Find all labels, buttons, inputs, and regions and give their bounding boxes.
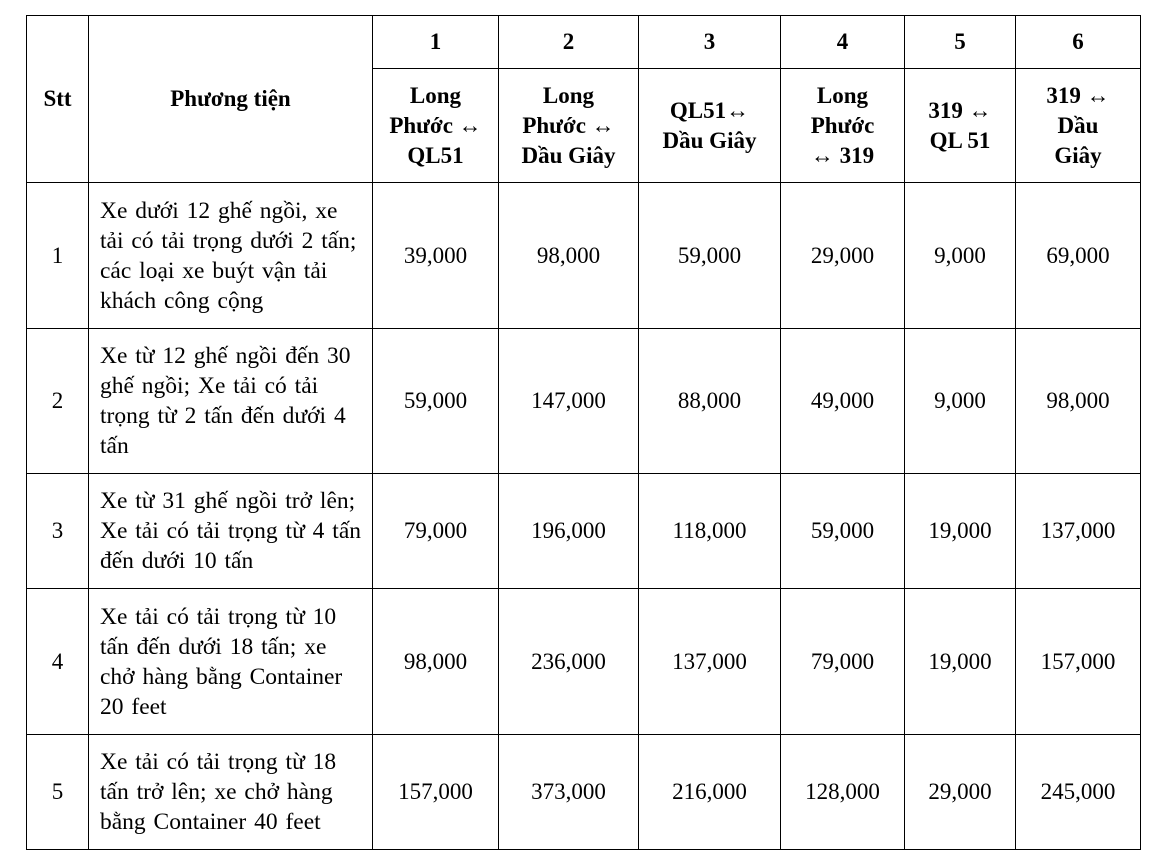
- table-row: [27, 474, 1141, 589]
- header-col-number: 3: [639, 16, 781, 69]
- price-cell: 79,000: [781, 589, 905, 735]
- route-label: QL51↔ Dầu Giây: [662, 97, 757, 153]
- header-col-number: 2: [499, 16, 639, 69]
- price-cell: 128,000: [781, 735, 905, 850]
- table-row: [27, 329, 1141, 474]
- price-cell: 49,000: [781, 329, 905, 474]
- row-stt: 5: [27, 735, 89, 850]
- price-cell: 196,000: [499, 474, 639, 589]
- header-stt: Stt: [27, 16, 89, 183]
- row-stt: 1: [27, 183, 89, 329]
- row-stt: 3: [27, 474, 89, 589]
- price-cell: 98,000: [1016, 329, 1141, 474]
- table-row: [27, 735, 1141, 850]
- header-route: [1016, 69, 1141, 183]
- route-label: 319 ↔ QL 51: [928, 97, 992, 153]
- price-cell: 59,000: [639, 183, 781, 329]
- price-cell: 137,000: [639, 589, 781, 735]
- toll-fee-table: [26, 15, 1141, 850]
- row-stt: 2: [27, 329, 89, 474]
- price-cell: 216,000: [639, 735, 781, 850]
- price-cell: 373,000: [499, 735, 639, 850]
- price-cell: 9,000: [905, 329, 1016, 474]
- price-cell: 88,000: [639, 329, 781, 474]
- price-cell: 157,000: [373, 735, 499, 850]
- row-vehicle: Xe từ 31 ghế ngồi trở lên; Xe tải có tải trọng từ 4 tấn đến dưới 10 tấn: [89, 474, 373, 589]
- route-label: Long Phước ↔ 319: [810, 82, 875, 168]
- price-cell: 19,000: [905, 474, 1016, 589]
- header-col-number: 6: [1016, 16, 1141, 69]
- table-row: [27, 183, 1141, 329]
- header-col-number: 1: [373, 16, 499, 69]
- price-cell: 245,000: [1016, 735, 1141, 850]
- price-cell: 59,000: [373, 329, 499, 474]
- route-label: Long Phước ↔ Dầu Giây: [521, 82, 616, 168]
- price-cell: 118,000: [639, 474, 781, 589]
- price-cell: 157,000: [1016, 589, 1141, 735]
- header-route: [905, 69, 1016, 183]
- header-number-row: [27, 16, 1141, 69]
- header-col-number: 5: [905, 16, 1016, 69]
- price-cell: 147,000: [499, 329, 639, 474]
- price-cell: 79,000: [373, 474, 499, 589]
- header-route: [499, 69, 639, 183]
- header-vehicle: Phương tiện: [89, 16, 373, 183]
- price-cell: 29,000: [781, 183, 905, 329]
- price-cell: 29,000: [905, 735, 1016, 850]
- price-cell: 137,000: [1016, 474, 1141, 589]
- toll-table-container: [26, 15, 1141, 850]
- header-route: [781, 69, 905, 183]
- row-vehicle: Xe từ 12 ghế ngồi đến 30 ghế ngồi; Xe tải có tải trọng từ 2 tấn đến dưới 4 tấn: [89, 329, 373, 474]
- price-cell: 69,000: [1016, 183, 1141, 329]
- price-cell: 59,000: [781, 474, 905, 589]
- price-cell: 236,000: [499, 589, 639, 735]
- price-cell: 98,000: [499, 183, 639, 329]
- route-label: 319 ↔ Dầu Giây: [1046, 82, 1110, 168]
- price-cell: 39,000: [373, 183, 499, 329]
- header-col-number: 4: [781, 16, 905, 69]
- row-stt: 4: [27, 589, 89, 735]
- price-cell: 98,000: [373, 589, 499, 735]
- header-route: [639, 69, 781, 183]
- price-cell: 19,000: [905, 589, 1016, 735]
- price-cell: 9,000: [905, 183, 1016, 329]
- header-route: [373, 69, 499, 183]
- table-row: [27, 589, 1141, 735]
- row-vehicle: Xe tải có tải trọng từ 10 tấn đến dưới 18 tấn; xe chở hàng bằng Container 20 feet: [89, 589, 373, 735]
- route-label: Long Phước ↔ QL51: [389, 82, 482, 168]
- row-vehicle: Xe dưới 12 ghế ngồi, xe tải có tải trọng dưới 2 tấn; các loại xe buýt vận tải khách công cộng: [89, 183, 373, 329]
- row-vehicle: Xe tải có tải trọng từ 18 tấn trở lên; xe chở hàng bằng Container 40 feet: [89, 735, 373, 850]
